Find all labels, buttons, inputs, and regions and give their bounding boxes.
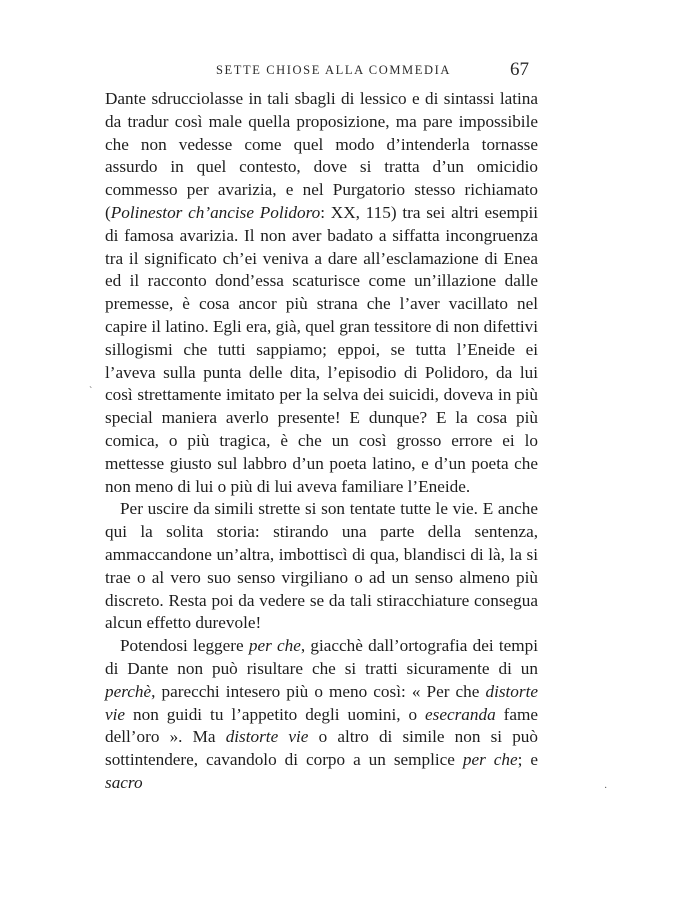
text-run-italic: perchè bbox=[105, 681, 152, 701]
text-run: : XX, 115) tra sei altri esempii di famosa avarizia. Il non aver badato a siffatta incongruenza tra il significato ch’ei veniva a dare all’esclamazione di Enea ed il racconto dond’essa scaturisce come un’illazione dalle premesse, è cosa ancor più strana che l’aver vacillato nel capire il latino. Egli era, già, quel gran tessitore di non difettivi sillogismi che tutti sappiamo; eppoi, se tutta l’Eneide ei l’aveva sulla punta delle dita, l’episodio di Polidoro, da lui così strettamente imitato per la selva dei suicidi, doveva in più special maniera averlo presente! E dunque? E la cosa più comica, o più tragica, è che un così grosso errore ei lo mettesse giusto sul labbro d’un poeta latino, e d’un poeta che non meno di lui o più di lui aveva familiare l’Eneide. bbox=[105, 202, 538, 496]
text-run-italic: sacro bbox=[105, 772, 143, 792]
running-head: SETTE CHIOSE ALLA COMMEDIA bbox=[216, 63, 452, 77]
text-run-italic: distorte vie bbox=[105, 681, 538, 724]
text-run: , parecchi intesero più o meno così: « Per che bbox=[151, 681, 486, 701]
paragraph bbox=[105, 88, 538, 498]
text-run: Dante sdrucciolasse in tali sbagli di lessico e di sintassi latina da tradur così male quella proposizione, ma pare impossibile che non vedesse come quel modo d’intenderla tornasse assurdo in quel contesto, dove si tratta d’un omicidio commesso per avarizia, e nel Purgatorio stesso richiamato ( bbox=[105, 89, 538, 222]
paragraph bbox=[105, 498, 538, 635]
text-run: ; e bbox=[517, 750, 538, 770]
text-run-italic: Polinestor ch’ancise Polidoro bbox=[110, 202, 321, 222]
text-run: Per uscire da simili strette si son tentate tutte le vie. E anche qui la solita storia: stirando una parte della sentenza, ammaccandone un’altra, imbottiscì di qua, blandisci di là, la si trae o al vero suo senso virgiliano o ad un senso almeno più discreto. Resta poi da vedere se da tali stiracchiature consegua alcun effetto durevole! bbox=[105, 499, 538, 633]
text-run-italic: distorte vie bbox=[225, 727, 309, 747]
margin-speck: · bbox=[604, 783, 608, 794]
text-run: o altro di simile non si può sottintendere, cavandolo di corpo a un semplice bbox=[105, 727, 538, 770]
body-text bbox=[105, 88, 538, 795]
page-number: 67 bbox=[510, 59, 529, 80]
text-run-italic: per che bbox=[462, 750, 518, 770]
margin-speck: ` bbox=[89, 386, 93, 397]
text-run-italic: per che bbox=[248, 636, 301, 656]
text-run-italic: esecranda bbox=[425, 704, 496, 724]
text-run: Potendosi leggere bbox=[120, 636, 249, 656]
paragraph bbox=[105, 635, 538, 795]
text-run: non guidi tu l’appetito degli uomini, o bbox=[125, 704, 426, 724]
text-run: , giacchè dall’ortografia dei tempi di Dante non può risultare che si tratti sicuramente di un bbox=[105, 636, 539, 678]
text-run: fame dell’oro ». Ma bbox=[105, 704, 538, 747]
